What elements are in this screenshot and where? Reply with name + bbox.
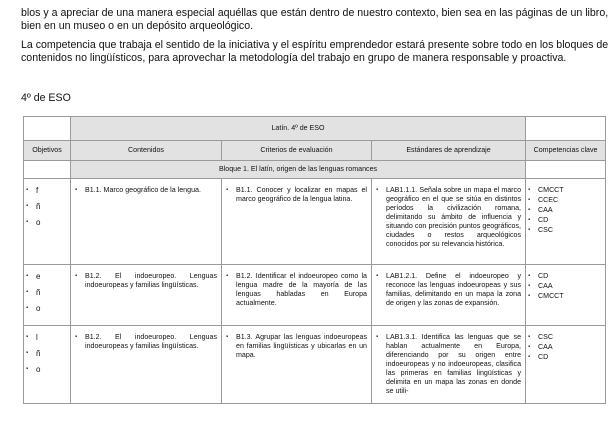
competencia-item: ▪ CAA	[528, 206, 605, 215]
competencia-item: ▪ CMCCT	[528, 186, 605, 195]
competencia-item: ▪ CSC	[528, 226, 605, 235]
criterio-cell	[222, 326, 372, 404]
block-title: Bloque 1. El latín, origen de las lenguas romances	[71, 161, 526, 179]
contenido-text: ▪ B1.1. Marco geográfico de la lengua.	[71, 186, 221, 195]
contenido-cell	[71, 326, 222, 404]
block-spacer	[24, 161, 71, 179]
competencia-item: ▪ CCEC	[528, 196, 605, 205]
paragraph-2: La competencia que trabaja el sentido de la iniciativa y el espíritu emprendedor estará presente sobre todo en los bloques de contenidos no lingüísticos, para aprovechar la metodología del trabajo en grupo de manera responsable y proactiva.	[21, 39, 609, 64]
competencia-item: ▪ CMCCT	[528, 292, 605, 301]
criterio-text: ▪ B1.1. Conocer y localizar en mapas el marco geográfico de la lengua latina.	[222, 186, 371, 204]
criterio-text: ▪ B1.3. Agrupar las lenguas indoeuropeas en familias lingüísticas y ubicarlas en un mapa.	[222, 333, 371, 360]
competencia-item: ▪ CD	[528, 353, 605, 362]
block-row	[24, 161, 606, 179]
block-spacer-right	[526, 161, 606, 179]
objetivo-item: ▪ ñ	[26, 349, 70, 358]
estandar-text: ▪ LAB1.1.1. Señala sobre un mapa el marco geográfico en el que se sitúa en distintos períodos la civilización romana, delimitando su ámbito de influencia y situando con precisión puntos geográficos, ciudades o restos arqueológicos conocidos por su relevancia histórica.	[372, 186, 525, 249]
estandar-text: ▪ LAB1.2.1. Define el indoeuropeo y reconoce las lenguas indoeuropeas y sus familias, delimitando en un mapa la zona de origen y las zonas de expansión.	[372, 272, 525, 308]
criterio-cell	[222, 179, 372, 265]
header-objetivos: Objetivos	[24, 141, 71, 161]
estandar-text: ▪ LAB1.3.1. Identifica las lenguas que se hablan actualmente en Europa, diferenciando por su origen entre indoeuropeas y no indoeuropeas, clasifica las primeras en familias lingüísticas y delimita en un mapa las zonas en donde se utili-	[372, 333, 525, 396]
objetivo-item: ▪ ñ	[26, 288, 70, 297]
competencias-cell	[526, 326, 606, 404]
header-competencias: Competencias clave	[526, 141, 606, 161]
header-criterios: Criterios de evaluación	[222, 141, 372, 161]
estandar-cell	[372, 265, 526, 326]
competencias-cell	[526, 265, 606, 326]
contenido-cell	[71, 179, 222, 265]
objetivo-item: ▪ o	[26, 304, 70, 313]
competencia-item: ▪ CAA	[528, 282, 605, 291]
criterio-cell	[222, 265, 372, 326]
table-header-row	[24, 141, 606, 161]
objetivo-item: ▪ o	[26, 218, 70, 227]
objetivo-item: ▪ l	[26, 333, 70, 342]
curriculum-table	[23, 116, 606, 404]
table-title-spacer	[24, 117, 71, 141]
table-title-spacer-right	[526, 117, 606, 141]
section-heading: 4º de ESO	[21, 92, 71, 104]
paragraph-1: blos y a apreciar de una manera especial aquéllas que están dentro de nuestro contexto, bien sea en las páginas de un libro, bien en un museo o en un depósito arqueológico.	[21, 7, 609, 32]
objetivo-item: ▪ ñ	[26, 202, 70, 211]
objetivo-item: ▪ e	[26, 272, 70, 281]
competencia-item: ▪ CD	[528, 272, 605, 281]
objetivos-cell	[24, 265, 71, 326]
contenido-text: ▪ B1.2. El indoeuropeo. Lenguas indoeuropeas y familias lingüísticas.	[71, 333, 221, 351]
table-title: Latín. 4º de ESO	[71, 117, 526, 141]
table-title-row	[24, 117, 606, 141]
criterio-text: ▪ B1.2. Identificar el indoeuropeo como la lengua madre de la mayoría de las lenguas habladas en Europa actualmente.	[222, 272, 371, 308]
competencia-item: ▪ CD	[528, 216, 605, 225]
objetivos-cell	[24, 179, 71, 265]
header-contenidos: Contenidos	[71, 141, 222, 161]
estandar-cell	[372, 179, 526, 265]
header-estandares: Estándares de aprendizaje	[372, 141, 526, 161]
table-row	[24, 179, 606, 265]
contenido-text: ▪ B1.2. El indoeuropeo. Lenguas indoeuropeas y familias lingüísticas.	[71, 272, 221, 290]
objetivos-cell	[24, 326, 71, 404]
objetivo-item: ▪ o	[26, 365, 70, 374]
table-row	[24, 265, 606, 326]
estandar-cell	[372, 326, 526, 404]
table-row	[24, 326, 606, 404]
competencia-item: ▪ CSC	[528, 333, 605, 342]
objetivo-item: ▪ f	[26, 186, 70, 195]
competencias-cell	[526, 179, 606, 265]
competencia-item: ▪ CAA	[528, 343, 605, 352]
contenido-cell	[71, 265, 222, 326]
